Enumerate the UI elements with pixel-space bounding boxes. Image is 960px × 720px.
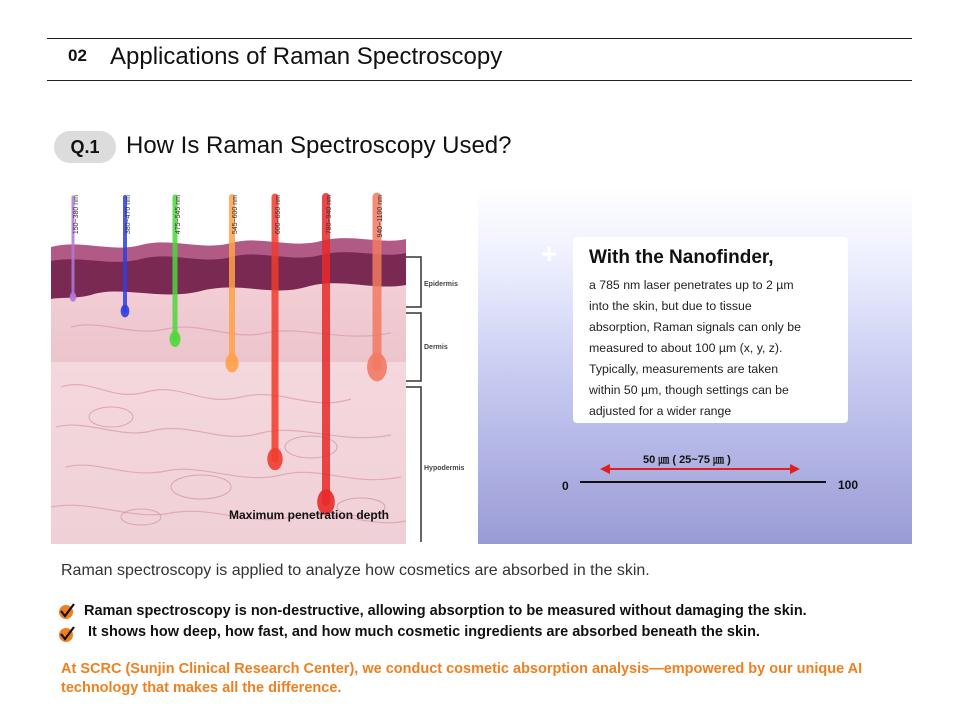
nanofinder-line: adjusted for a wider range (589, 404, 732, 418)
nanofinder-line: measured to about 100 µm (x, y, z). (589, 341, 783, 355)
laser-beam-tip (121, 305, 130, 318)
nanofinder-body (589, 275, 834, 422)
nanofinder-info-box (573, 237, 848, 423)
layer-label-dermis: Dermis (424, 344, 448, 351)
summary-text: Raman spectroscopy is applied to analyze how cosmetics are absorbed in the skin. (61, 562, 650, 579)
measurement-range-label: 50 ㎛ ( 25~75 ㎛ ) (643, 454, 731, 466)
scale-start-label: 0 (562, 479, 569, 493)
laser-beam-tip (170, 331, 181, 347)
wavelength-label: 545~600 nm (232, 195, 239, 235)
laser-beam-tip (267, 448, 282, 470)
double-arrow-icon (600, 462, 800, 476)
laser-beams-svg (51, 187, 478, 544)
nanofinder-line: into the skin, but due to tissue (589, 299, 752, 313)
plus-icon: + (541, 238, 558, 269)
header-top-rule (47, 38, 912, 39)
laser-beam-tip (70, 292, 77, 302)
wavelength-label: 600~650 nm (275, 195, 282, 235)
check-icon (58, 625, 76, 643)
wavelength-label: 940~1100 nm (377, 195, 384, 238)
layer-label-hypodermis: Hypodermis (424, 465, 465, 472)
skin-cross-section-illustration (51, 187, 478, 544)
wavelength-label: 150~380 nm (73, 195, 80, 235)
footer-text: At SCRC (Sunjin Clinical Research Center), we conduct cosmetic absorption analysis—empowered by our unique AI technology that makes all the difference. (61, 661, 863, 696)
nanofinder-line: absorption, Raman signals can only be (589, 320, 801, 334)
nanofinder-line: a 785 nm laser penetrates up to 2 µm (589, 278, 794, 292)
wavelength-label: 475~545 nm (175, 195, 182, 235)
section-title: Applications of Raman Spectroscopy (110, 43, 503, 70)
bullet-item: It shows how deep, how fast, and how much cosmetic ingredients are absorbed beneath the skin. (88, 624, 760, 640)
scale-end-label: 100 (838, 478, 859, 492)
nanofinder-heading: With the Nanofinder, (589, 247, 774, 268)
nanofinder-line: within 50 µm, though settings can be (589, 383, 789, 397)
layer-label-epidermis: Epidermis (424, 281, 458, 288)
question-title: How Is Raman Spectroscopy Used? (126, 132, 512, 159)
laser-beam-tip (367, 353, 387, 382)
section-number: 02 (68, 46, 87, 65)
bullet-item: Raman spectroscopy is non-destructive, allowing absorption to be measured without damaging the skin. (84, 603, 807, 619)
nanofinder-line: Typically, measurements are taken (589, 362, 779, 376)
max-penetration-depth-label: Maximum penetration depth (229, 508, 390, 522)
wavelength-label: 380~470 nm (125, 195, 132, 235)
check-icon (58, 602, 76, 620)
laser-beam-tip (225, 353, 238, 372)
header-bottom-rule (47, 80, 912, 81)
depth-scale-line (580, 481, 826, 483)
question-badge: Q.1 (54, 131, 116, 163)
wavelength-label: 780~940 nm (326, 195, 333, 235)
